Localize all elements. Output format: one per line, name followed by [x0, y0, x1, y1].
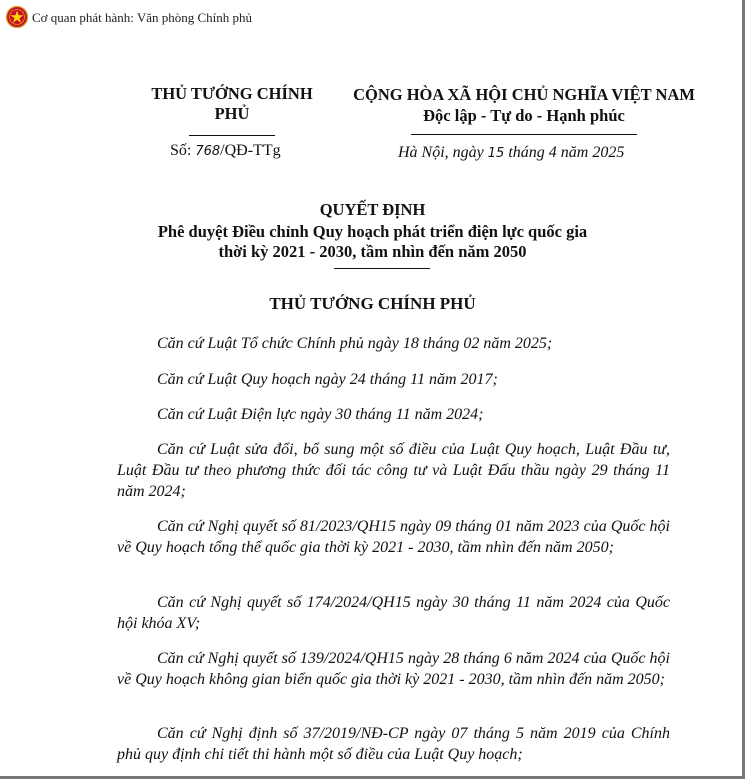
basis-paragraph: Căn cứ Luật sửa đổi, bổ sung một số điều của Luật Quy hoạch, Luật Đầu tư, Luật Đầu tư theo phương thức đối tác công tư và Luật Đấu thầu ngày 29 tháng 11 năm 2024; [117, 441, 670, 500]
authority-name: THỦ TƯỚNG CHÍNH PHỦ [151, 84, 313, 123]
title-underline [334, 268, 430, 269]
basis-paragraph: Căn cứ Luật Điện lực ngày 30 tháng 11 năm 2024; [157, 406, 484, 423]
issuer-label: Cơ quan phát hành: Văn phòng Chính phủ [32, 10, 253, 25]
date-suffix: tháng 4 năm 2025 [508, 144, 625, 161]
place-and-date [398, 144, 624, 162]
basis-paragraph: Căn cứ Nghị quyết số 174/2024/QH15 ngày 30 tháng 11 năm 2024 của Quốc hội khóa XV; [117, 594, 670, 632]
number-prefix: Số: [170, 142, 192, 159]
number-value: 768 [195, 144, 221, 159]
basis-paragraph: Căn cứ Nghị quyết số 81/2023/QH15 ngày 09 tháng 01 năm 2023 của Quốc hội về Quy hoạch tổng thể quốc gia thời kỳ 2021 - 2030, tầm nhìn đến năm 2050; [117, 518, 670, 556]
authority-heading: THỦ TƯỚNG CHÍNH PHỦ [269, 294, 476, 313]
number-suffix: /QĐ-TTg [220, 142, 281, 159]
date-day: 15 [487, 146, 505, 161]
title-line-2: thời kỳ 2021 - 2030, tầm nhìn đến năm 2050 [218, 242, 527, 261]
country-name: CỘNG HÒA XÃ HỘI CHỦ NGHĨA VIỆT NAM [353, 85, 695, 104]
basis-paragraph: Căn cứ Luật Tổ chức Chính phủ ngày 18 tháng 02 năm 2025; [157, 335, 553, 352]
national-motto [352, 84, 696, 135]
motto: Độc lập - Tự do - Hạnh phúc [423, 106, 625, 125]
national-emblem-icon [6, 6, 28, 28]
basis-paragraph: Căn cứ Nghị quyết số 139/2024/QH15 ngày 28 tháng 6 năm 2024 của Quốc hội về Quy hoạch không gian biển quốc gia thời kỳ 2021 - 2030, tầm nhìn đến năm 2050; [117, 650, 670, 688]
date-prefix: Hà Nội, ngày [398, 144, 484, 161]
document-number [170, 142, 281, 160]
motto-underline [411, 134, 637, 135]
authority-underline [189, 135, 275, 136]
basis-paragraph: Căn cứ Nghị định số 37/2019/NĐ-CP ngày 07 tháng 5 năm 2019 của Chính phủ quy định chi tiết thi hành một số điều của Luật Quy hoạch; [117, 725, 670, 763]
basis-paragraph: Căn cứ Luật Quy hoạch ngày 24 tháng 11 năm 2017; [157, 371, 498, 388]
document-type: QUYẾT ĐỊNH [319, 200, 426, 219]
issuing-authority [132, 84, 332, 136]
issuer-bar [0, 0, 745, 34]
title-line-1: Phê duyệt Điều chỉnh Quy hoạch phát triển điện lực quốc gia [157, 222, 588, 241]
